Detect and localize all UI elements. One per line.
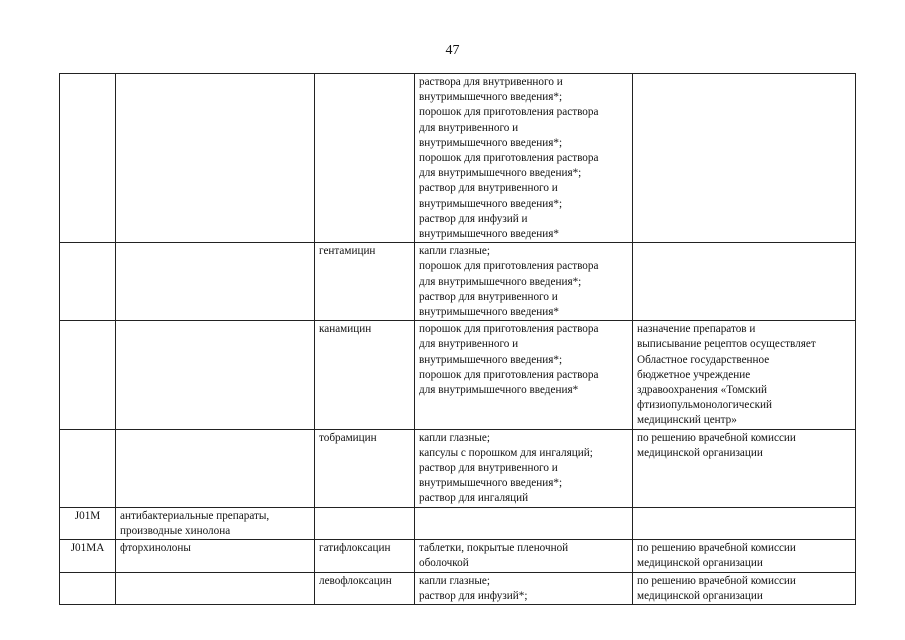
group-name-cell bbox=[116, 429, 315, 507]
group-name-cell bbox=[116, 572, 315, 604]
group-name-cell bbox=[116, 243, 315, 321]
dosage-forms-cell bbox=[415, 507, 633, 539]
atc-code-cell bbox=[60, 74, 116, 243]
atc-code-cell bbox=[60, 572, 116, 604]
drug-name-cell: гентамицин bbox=[315, 243, 415, 321]
drug-table bbox=[59, 73, 856, 605]
notes-cell: по решению врачебной комиссии медицинской организации bbox=[633, 540, 856, 572]
notes-cell bbox=[633, 74, 856, 243]
table-row bbox=[60, 507, 856, 539]
atc-code-cell bbox=[60, 429, 116, 507]
dosage-forms-cell: раствора для внутривенного и внутримышечного введения*; порошок для приготовления раствора для внутривенного и внутримышечного введения*; порошок для приготовления раствора для внутримышечного введения*; раствор для внутривенного и внутримышечного введения*; раствор для инфузий и внутримышечного введения* bbox=[415, 74, 633, 243]
group-name-cell bbox=[116, 321, 315, 429]
dosage-forms-cell: капли глазные; порошок для приготовления раствора для внутримышечного введения*; раствор для внутривенного и внутримышечного введения* bbox=[415, 243, 633, 321]
notes-cell bbox=[633, 243, 856, 321]
drug-name-cell bbox=[315, 74, 415, 243]
drug-name-cell: канамицин bbox=[315, 321, 415, 429]
dosage-forms-cell: порошок для приготовления раствора для внутривенного и внутримышечного введения*; порошок для приготовления раствора для внутримышечного введения* bbox=[415, 321, 633, 429]
table-row bbox=[60, 74, 856, 243]
atc-code-cell: J01M bbox=[60, 507, 116, 539]
atc-code-cell bbox=[60, 243, 116, 321]
table-row bbox=[60, 540, 856, 572]
notes-cell bbox=[633, 507, 856, 539]
drug-name-cell: гатифлоксацин bbox=[315, 540, 415, 572]
drug-name-cell bbox=[315, 507, 415, 539]
group-name-cell bbox=[116, 74, 315, 243]
notes-cell: по решению врачебной комиссии медицинской организации bbox=[633, 572, 856, 604]
group-name-cell: антибактериальные препараты, производные хинолона bbox=[116, 507, 315, 539]
table-row bbox=[60, 321, 856, 429]
atc-code-cell bbox=[60, 321, 116, 429]
table-row bbox=[60, 572, 856, 604]
dosage-forms-cell: капли глазные; капсулы с порошком для ингаляций; раствор для внутривенного и внутримышечного введения*; раствор для ингаляций bbox=[415, 429, 633, 507]
dosage-forms-cell: таблетки, покрытые пленочной оболочкой bbox=[415, 540, 633, 572]
table-row bbox=[60, 243, 856, 321]
notes-cell: назначение препаратов и выписывание рецептов осуществляет Областное государственное бюджетное учреждение здравоохранения «Томский фтизиопульмонологический медицинский центр» bbox=[633, 321, 856, 429]
page-number: 47 bbox=[445, 43, 460, 58]
dosage-forms-cell: капли глазные; раствор для инфузий*; bbox=[415, 572, 633, 604]
drug-name-cell: тобрамицин bbox=[315, 429, 415, 507]
atc-code-cell: J01MA bbox=[60, 540, 116, 572]
notes-cell: по решению врачебной комиссии медицинской организации bbox=[633, 429, 856, 507]
table-row bbox=[60, 429, 856, 507]
drug-name-cell: левофлоксацин bbox=[315, 572, 415, 604]
group-name-cell: фторхинолоны bbox=[116, 540, 315, 572]
